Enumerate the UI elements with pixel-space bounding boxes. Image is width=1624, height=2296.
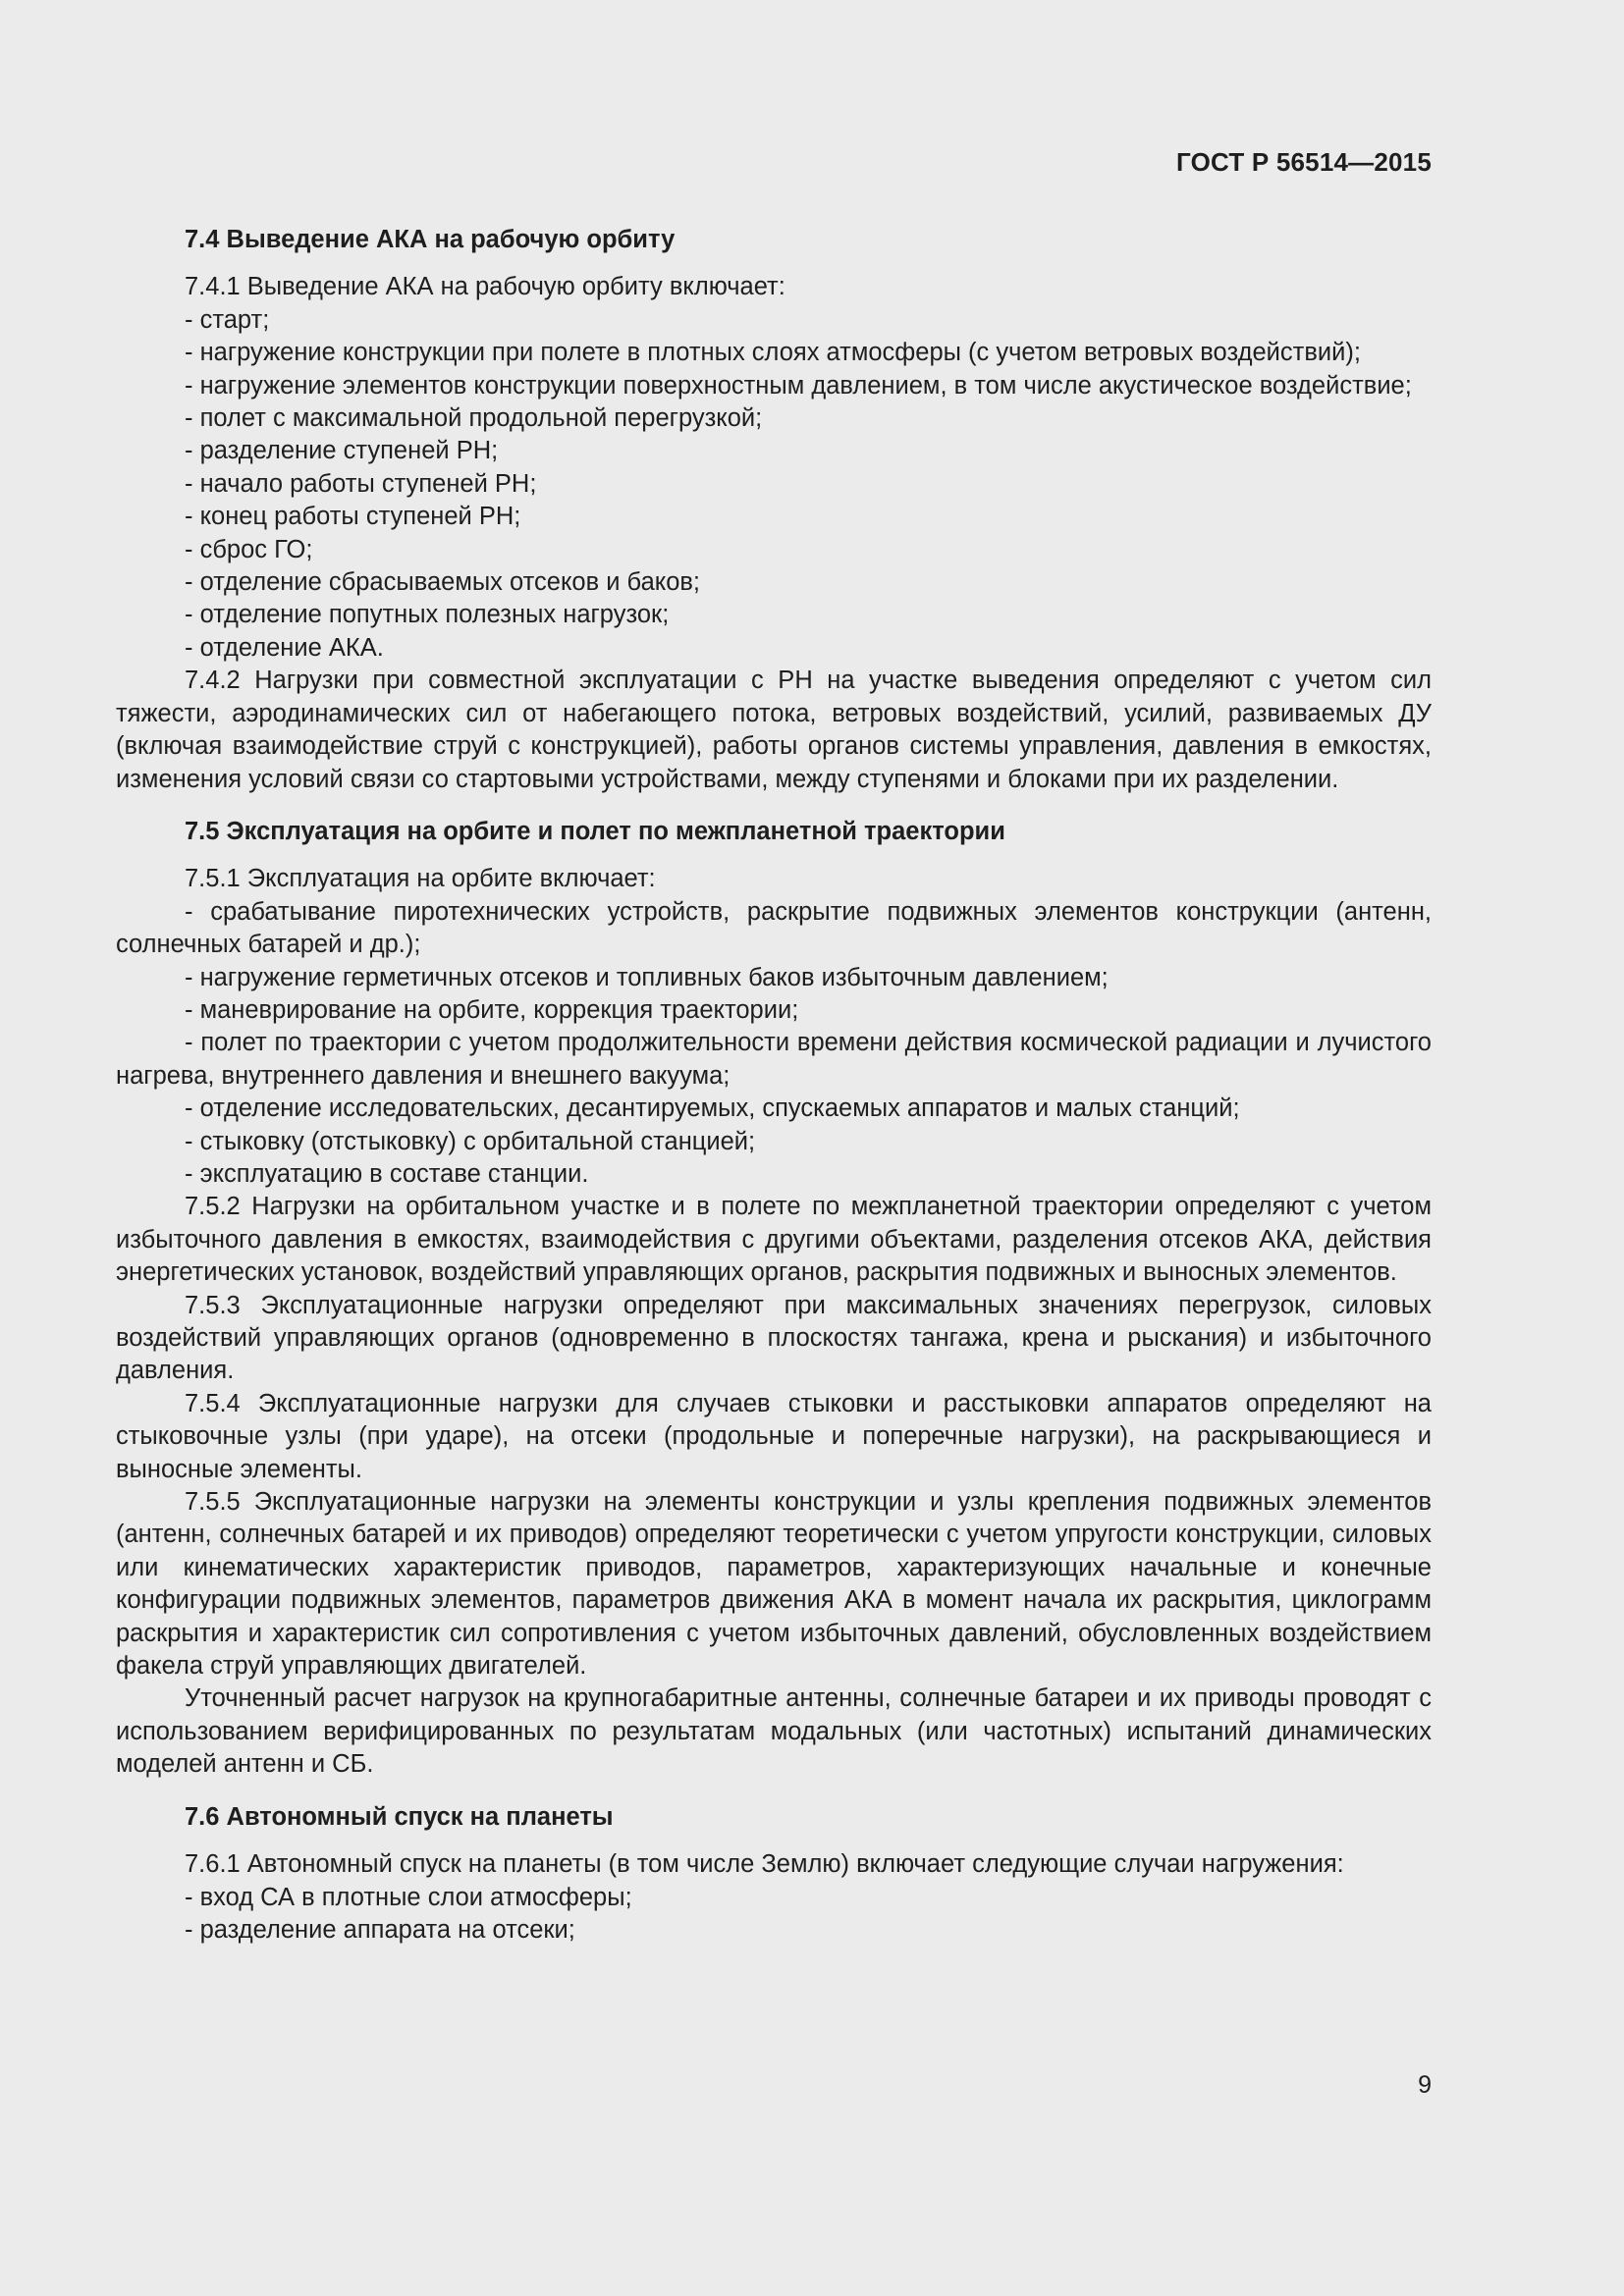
list-item: - отделение исследовательских, десантируемых, спускаемых аппаратов и малых станций;	[185, 1095, 1240, 1123]
paragraph-7-4-1-intro: 7.4.1 Выведение АКА на рабочую орбиту включает:	[185, 273, 785, 301]
list-item: - срабатывание пиротехнических устройств, раскрытие подвижных элементов конструкции (антенн, солнечных батарей и др.);	[116, 897, 1432, 959]
section-title-7-4: 7.4 Выведение АКА на рабочую орбиту	[185, 226, 676, 253]
list-item: - эксплуатацию в составе станции.	[185, 1159, 589, 1188]
list-item: - отделение АКА.	[185, 633, 384, 662]
list-item: - полет по траектории с учетом продолжительности времени действия космической радиации и лучистого нагрева, внутреннего давления и внешнего вакуума;	[116, 1029, 1432, 1090]
page-number: 9	[1418, 2071, 1432, 2099]
list-item: - нагружение герметичных отсеков и топливных баков избыточным давлением;	[185, 963, 1109, 991]
paragraph-7-5-1-intro: 7.5.1 Эксплуатация на орбите включает:	[185, 865, 656, 893]
list-item: - конец работы ступеней РН;	[185, 503, 521, 531]
paragraph-7-4-2: 7.4.2 Нагрузки при совместной эксплуатации с РН на участке выведения определяют с учетом сил тяжести, аэродинамических сил от набегающего потока, ветровых воздействий, усилий, развиваемых ДУ (включая взаимодействие струй с конструкцией), работы органов системы управления, давления в емкостях, изменения условий связи со стартовыми устройствами, между ступенями и блоками при их разделении.	[116, 667, 1432, 793]
paragraph-7-6-1-intro: 7.6.1 Автономный спуск на планеты (в том числе Землю) включает следующие случаи нагружения:	[185, 1850, 1344, 1879]
paragraph-7-5-2: 7.5.2 Нагрузки на орбитальном участке и в полете по межпланетной траектории определяют с учетом избыточного давления в емкостях, взаимодействия с другими объектами, разделения отсеков АКА, действия энергетических установок, воздействий управляющих органов, раскрытия подвижных и выносных элементов.	[116, 1193, 1432, 1287]
document-body	[116, 224, 1432, 1947]
list-item: - разделение ступеней РН;	[185, 437, 499, 465]
list-item: - сброс ГО;	[185, 535, 313, 563]
section-title-7-6: 7.6 Автономный спуск на планеты	[185, 1802, 614, 1831]
list-item: - старт;	[185, 305, 270, 334]
list-item: - стыковку (отстыковку) с орбитальной станцией;	[185, 1127, 756, 1155]
paragraph-7-5-4: 7.5.4 Эксплуатационные нагрузки для случаев стыковки и расстыковки аппаратов определяют на стыковочные узлы (при ударе), на отсеки (продольные и поперечные нагрузки), на раскрывающиеся и выносные элементы.	[116, 1389, 1432, 1483]
paragraph-7-5-3: 7.5.3 Эксплуатационные нагрузки определяют при максимальных значениях перегрузок, силовых воздействий управляющих органов (одновременно в плоскостях тангажа, крена и рыскания) и избыточного давления.	[116, 1291, 1432, 1385]
list-item: - начало работы ступеней РН;	[185, 469, 537, 498]
section-title-7-5: 7.5 Эксплуатация на орбите и полет по межпланетной траектории	[185, 817, 1005, 845]
list-item: - отделение попутных полезных нагрузок;	[185, 601, 670, 629]
paragraph-7-5-5-refinement: Уточненный расчет нагрузок на крупногабаритные антенны, солнечные батареи и их приводы проводят с использованием верифицированных по результатам модальных (или частотных) испытаний динамических моделей антенн и СБ.	[116, 1684, 1432, 1779]
list-item: - маневрирование на орбите, коррекция траектории;	[185, 995, 799, 1024]
list-item: - разделение аппарата на отсеки;	[185, 1915, 575, 1944]
list-item: - нагружение конструкции при полете в плотных слоях атмосферы (с учетом ветровых воздействий);	[185, 339, 1361, 367]
document-page	[116, 0, 1432, 2296]
list-item: - вход СА в плотные слои атмосферы;	[185, 1883, 632, 1911]
list-item: - отделение сбрасываемых отсеков и баков;	[185, 568, 701, 597]
document-id-header: ГОСТ Р 56514—2015	[1176, 147, 1432, 177]
paragraph-7-5-5: 7.5.5 Эксплуатационные нагрузки на элементы конструкции и узлы крепления подвижных элементов (антенн, солнечных батарей и их приводов) определяют теоретически с учетом упругости конструкции, силовых или кинематических характеристик приводов, параметров, характеризующих начальные и конечные конфигурации подвижных элементов, параметров движения АКА в момент начала их раскрытия, циклограмм раскрытия и характеристик сил сопротивления с учетом избыточных давлений, обусловленных воздействием факела струй управляющих двигателей.	[116, 1488, 1432, 1681]
list-item: - полет с максимальной продольной перегрузкой;	[185, 404, 763, 433]
list-item: - нагружение элементов конструкции поверхностным давлением, в том числе акустическое воздействие;	[185, 371, 1412, 400]
